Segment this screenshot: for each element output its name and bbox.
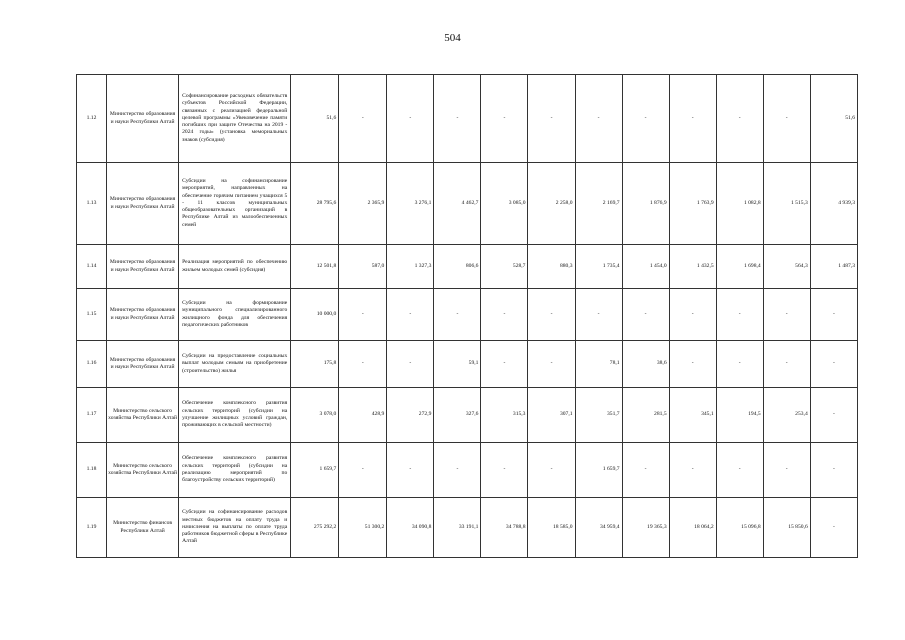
value-cell: 51 300,2 xyxy=(339,498,387,558)
value-cell: - xyxy=(810,388,857,443)
value-cell: - xyxy=(339,75,387,163)
value-cell: 428,9 xyxy=(339,388,387,443)
value-cell: - xyxy=(622,443,669,498)
value-cell: 564,3 xyxy=(763,245,810,289)
value-cell: 59,1 xyxy=(434,341,481,388)
value-cell: - xyxy=(481,75,528,163)
value-cell: 10 000,0 xyxy=(291,289,339,341)
agency-cell: Министерство сельского хозяйства Республики Алтай xyxy=(107,443,179,498)
agency-cell: Министерство образования и науки Республики Алтай xyxy=(107,75,179,163)
value-cell: - xyxy=(810,498,857,558)
row-code-cell: 1.13 xyxy=(77,163,107,245)
value-cell: - xyxy=(716,443,763,498)
value-cell: 2 365,9 xyxy=(339,163,387,245)
value-cell: 528,7 xyxy=(481,245,528,289)
table-row xyxy=(77,75,858,163)
value-cell: - xyxy=(716,341,763,388)
table-body xyxy=(77,75,858,558)
value-cell: - xyxy=(810,341,857,388)
value-cell: - xyxy=(528,289,575,341)
description-cell: Реализация мероприятий по обеспечению жильем молодых семей (субсидия) xyxy=(179,245,291,289)
value-cell: 15 096,8 xyxy=(716,498,763,558)
value-cell: - xyxy=(339,341,387,388)
value-cell: - xyxy=(810,443,857,498)
agency-cell: Министерство образования и науки Республики Алтай xyxy=(107,341,179,388)
agency-cell: Министерство образования и науки Республики Алтай xyxy=(107,163,179,245)
table-row xyxy=(77,289,858,341)
value-cell: 587,0 xyxy=(339,245,387,289)
value-cell: 1 432,5 xyxy=(669,245,716,289)
value-cell: - xyxy=(669,443,716,498)
value-cell: - xyxy=(716,289,763,341)
description-cell: Обеспечение комплексного развития сельских территорий (субсидии на улучшение жилищных условий граждан, проживающих в сельской местности) xyxy=(179,388,291,443)
value-cell: 175,8 xyxy=(291,341,339,388)
value-cell: 1 082,8 xyxy=(716,163,763,245)
value-cell: - xyxy=(434,75,481,163)
value-cell: - xyxy=(575,289,622,341)
value-cell: 51,6 xyxy=(810,75,857,163)
description-cell: Субсидии на софинансирование мероприятий, направленных на обеспечение горячим питанием учащихся 5 - 11 классов муниципальных общеобразовательных организаций в Республике Алтай из малообеспеченных семей xyxy=(179,163,291,245)
value-cell: 18 064,2 xyxy=(669,498,716,558)
value-cell: 275 292,2 xyxy=(291,498,339,558)
value-cell: - xyxy=(669,289,716,341)
value-cell: 38,6 xyxy=(622,341,669,388)
value-cell: 1 763,9 xyxy=(669,163,716,245)
value-cell: - xyxy=(669,75,716,163)
value-cell: 18 585,0 xyxy=(528,498,575,558)
agency-cell: Министерство финансов Республики Алтай xyxy=(107,498,179,558)
value-cell: 1 735,4 xyxy=(575,245,622,289)
value-cell: 1 698,4 xyxy=(716,245,763,289)
value-cell: 2 169,7 xyxy=(575,163,622,245)
value-cell: 1 515,3 xyxy=(763,163,810,245)
agency-cell: Министерство образования и науки Республики Алтай xyxy=(107,245,179,289)
value-cell: 1 659,7 xyxy=(291,443,339,498)
value-cell: 307,1 xyxy=(528,388,575,443)
value-cell: 12 501,8 xyxy=(291,245,339,289)
table-row xyxy=(77,163,858,245)
value-cell: 315,3 xyxy=(481,388,528,443)
page-number: 504 xyxy=(444,32,461,44)
value-cell: 1 659,7 xyxy=(575,443,622,498)
value-cell: 327,6 xyxy=(434,388,481,443)
description-cell: Обеспечение комплексного развития сельских территорий (субсидии на реализацию мероприятий по благоустройству сельских территорий) xyxy=(179,443,291,498)
value-cell: 2 258,0 xyxy=(528,163,575,245)
value-cell: 806,6 xyxy=(434,245,481,289)
value-cell: - xyxy=(763,443,810,498)
value-cell: - xyxy=(622,75,669,163)
value-cell: 51,6 xyxy=(291,75,339,163)
value-cell: - xyxy=(481,289,528,341)
value-cell: - xyxy=(528,341,575,388)
value-cell: - xyxy=(339,443,387,498)
value-cell: - xyxy=(528,443,575,498)
table-row xyxy=(77,498,858,558)
description-cell: Субсидии на предоставление социальных выплат молодым семьям на приобретение (строительство) жилья xyxy=(179,341,291,388)
value-cell: 345,1 xyxy=(669,388,716,443)
value-cell: - xyxy=(528,75,575,163)
value-cell: - xyxy=(434,289,481,341)
value-cell: - xyxy=(763,341,810,388)
row-code-cell: 1.12 xyxy=(77,75,107,163)
budget-table xyxy=(76,74,858,558)
value-cell: - xyxy=(575,75,622,163)
value-cell: 1 327,3 xyxy=(387,245,434,289)
row-code-cell: 1.14 xyxy=(77,245,107,289)
value-cell: 1 454,0 xyxy=(622,245,669,289)
row-code-cell: 1.15 xyxy=(77,289,107,341)
row-code-cell: 1.19 xyxy=(77,498,107,558)
value-cell: - xyxy=(810,289,857,341)
value-cell: 1 487,3 xyxy=(810,245,857,289)
value-cell: 19 365,3 xyxy=(622,498,669,558)
value-cell: - xyxy=(387,289,434,341)
agency-cell: Министерство образования и науки Республики Алтай xyxy=(107,289,179,341)
value-cell: 28 795,6 xyxy=(291,163,339,245)
value-cell: - xyxy=(387,75,434,163)
value-cell: - xyxy=(763,289,810,341)
table-row xyxy=(77,443,858,498)
value-cell: 78,1 xyxy=(575,341,622,388)
value-cell: - xyxy=(387,341,434,388)
value-cell: 281,5 xyxy=(622,388,669,443)
row-code-cell: 1.18 xyxy=(77,443,107,498)
value-cell: 34 959,4 xyxy=(575,498,622,558)
agency-cell: Министерство сельского хозяйства Республики Алтай xyxy=(107,388,179,443)
value-cell: - xyxy=(669,341,716,388)
value-cell: 253,4 xyxy=(763,388,810,443)
value-cell: - xyxy=(716,75,763,163)
value-cell: - xyxy=(763,75,810,163)
value-cell: - xyxy=(622,289,669,341)
value-cell: 4 939,3 xyxy=(810,163,857,245)
value-cell: 4 462,7 xyxy=(434,163,481,245)
description-cell: Софинансирование расходных обязательств субъектов Российской Федерации, связанных с реализацией федеральной целевой программы «Увековечение памяти погибших при защите Отечества на 2019 - 2024 годы» (установка мемориальных знаков (субсидия) xyxy=(179,75,291,163)
value-cell: - xyxy=(387,443,434,498)
value-cell: 880,3 xyxy=(528,245,575,289)
row-code-cell: 1.17 xyxy=(77,388,107,443)
value-cell: 1 876,9 xyxy=(622,163,669,245)
description-cell: Субсидии на формирование муниципального специализированного жилищного фонда для обеспечения педагогических работников xyxy=(179,289,291,341)
value-cell: 3 276,1 xyxy=(387,163,434,245)
row-code-cell: 1.16 xyxy=(77,341,107,388)
description-cell: Субсидии на софинансирование расходов местных бюджетов на оплату труда и начисления на выплаты по оплате труда работников бюджетной сферы в Республике Алтай xyxy=(179,498,291,558)
table-row xyxy=(77,245,858,289)
value-cell: 272,9 xyxy=(387,388,434,443)
value-cell: - xyxy=(434,443,481,498)
value-cell: - xyxy=(339,289,387,341)
value-cell: 34 090,8 xyxy=(387,498,434,558)
value-cell: 3 085,0 xyxy=(481,163,528,245)
table-row xyxy=(77,388,858,443)
value-cell: 194,5 xyxy=(716,388,763,443)
value-cell: 351,7 xyxy=(575,388,622,443)
value-cell: 3 078,0 xyxy=(291,388,339,443)
table-row xyxy=(77,341,858,388)
value-cell: 34 788,8 xyxy=(481,498,528,558)
value-cell: 33 191,1 xyxy=(434,498,481,558)
value-cell: 15 850,6 xyxy=(763,498,810,558)
value-cell: - xyxy=(481,341,528,388)
value-cell: - xyxy=(481,443,528,498)
